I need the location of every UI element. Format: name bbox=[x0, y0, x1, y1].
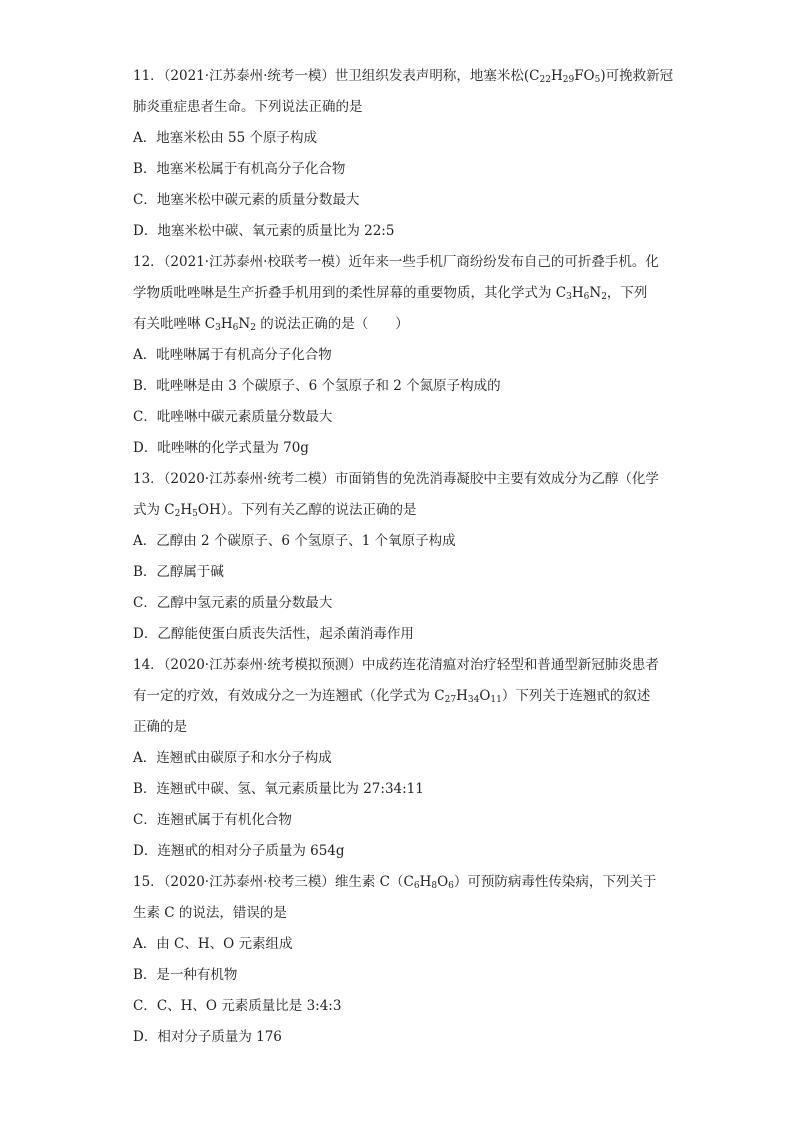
question-15-option-d: D．相对分子质量为 176 bbox=[133, 1029, 282, 1045]
question-12-option-c: C．吡唑啉中碳元素质量分数最大 bbox=[133, 409, 333, 425]
question-14-option-a: A．连翘甙由碳原子和水分子构成 bbox=[133, 750, 332, 766]
question-11-option-b: B．地塞米松属于有机高分子化合物 bbox=[133, 161, 346, 177]
question-11-option-d: D．地塞米松中碳、氧元素的质量比为 22:5 bbox=[133, 223, 395, 239]
question-13-stem-line1: 13．（2020·江苏泰州·统考二模）市面销售的免洗消毒凝胶中主要有效成分为乙醇（化学 bbox=[133, 471, 659, 487]
question-13-stem-line2: 式为 $C_2H_5OH$）。下列有关乙醇的说法正确的是 bbox=[133, 502, 417, 519]
question-12-option-b: B．吡唑啉是由 3 个碳原子、6 个氢原子和 2 个氮原子构成的 bbox=[133, 378, 501, 394]
question-13-option-d: D．乙醇能使蛋白质丧失活性，起杀菌消毒作用 bbox=[133, 626, 414, 642]
question-13-option-b: B．乙醇属于碱 bbox=[133, 564, 224, 580]
question-11-stem-line2: 肺炎重症患者生命。下列说法正确的是 bbox=[133, 99, 363, 115]
question-13-option-a: A．乙醇由 2 个碳原子、6 个氢原子、1 个氧原子构成 bbox=[133, 533, 456, 549]
question-14-stem-line2: 有一定的疗效，有效成分之一为连翘甙（化学式为 $C_{27}H_{34}O_{11}$）下列关于连翘甙的叙述 bbox=[133, 688, 651, 705]
question-15-option-a: A．由 C、H、O 元素组成 bbox=[133, 936, 293, 952]
question-15-stem-line2: 生素 C 的说法，错误的是 bbox=[133, 905, 287, 921]
question-12-option-a: A．吡唑啉属于有机高分子化合物 bbox=[133, 347, 332, 363]
question-14-option-b: B．连翘甙中碳、氢、氧元素质量比为 27:34:11 bbox=[133, 781, 424, 797]
question-11-option-a: A．地塞米松由 55 个原子构成 bbox=[133, 130, 318, 146]
question-13-option-c: C．乙醇中氢元素的质量分数最大 bbox=[133, 595, 333, 611]
question-11-stem-line1: 11．（2021·江苏泰州·统考一模）世卫组织发表声明称，地塞米松$(C_{22}H_{29}FO_5)$可挽救新冠 bbox=[133, 68, 674, 85]
question-12-stem-line3: 有关吡唑啉 $C_3H_6N_2$ 的说法正确的是（ ） bbox=[133, 316, 409, 333]
question-14-option-d: D．连翘甙的相对分子质量为 654g bbox=[133, 843, 345, 859]
question-15-option-c: C．C、H、O 元素质量比是 3:4:3 bbox=[133, 998, 342, 1014]
question-12-stem-line2: 学物质吡唑啉是生产折叠手机用到的柔性屏幕的重要物质，其化学式为 $C_3H_6N_2$，下列 bbox=[133, 285, 648, 302]
question-12-stem-line1: 12．（2021·江苏泰州·校联考一模）近年来一些手机厂商纷纷发布自己的可折叠手机。化 bbox=[133, 254, 659, 270]
question-14-stem-line3: 正确的是 bbox=[133, 719, 187, 735]
question-15-option-b: B．是一种有机物 bbox=[133, 967, 238, 983]
question-14-stem-line1: 14．（2020·江苏泰州·统考模拟预测）中成药连花清瘟对治疗轻型和普通型新冠肺炎患者 bbox=[133, 657, 659, 673]
question-12-option-d: D．吡唑啉的化学式量为 70g bbox=[133, 440, 309, 456]
question-14-option-c: C．连翘甙属于有机化合物 bbox=[133, 812, 292, 828]
question-11-option-c: C．地塞米松中碳元素的质量分数最大 bbox=[133, 192, 360, 208]
question-15-stem-line1: 15．（2020·江苏泰州·校考三模）维生素 $C(C_6H_8O_6)$可预防病毒性传染病，下列关于 bbox=[133, 874, 657, 891]
